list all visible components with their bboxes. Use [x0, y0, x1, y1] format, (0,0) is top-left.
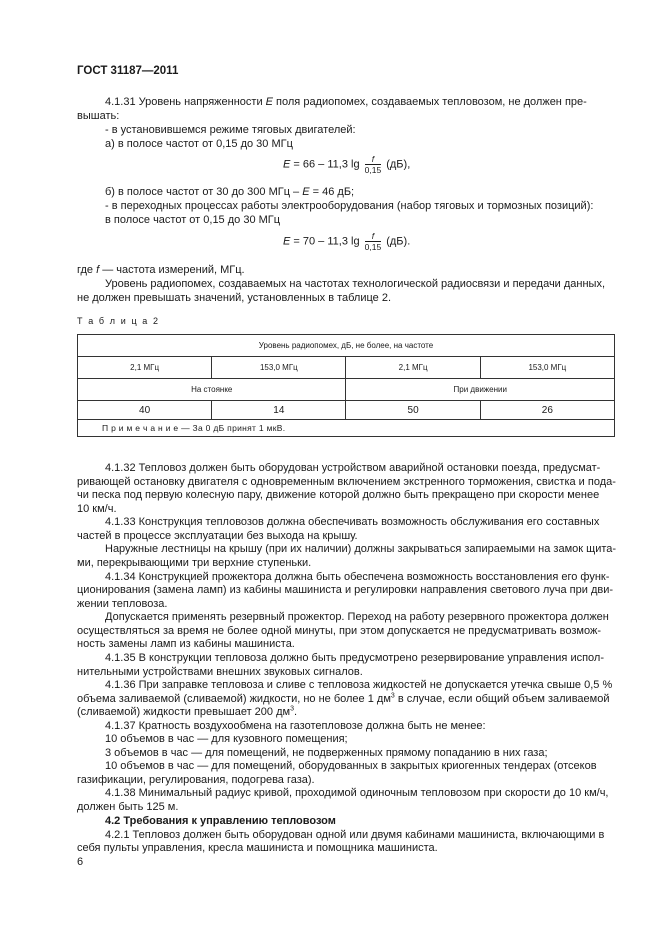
- table-cell-mode: На стоянке: [78, 379, 346, 401]
- paragraph-4-1-38-line2: должен быть 125 м.: [77, 801, 179, 813]
- paragraph-4-1-36-line1: 4.1.36 При заправке тепловоза и сливе с тепловоза жидкостей не допускается утечка свыше 0,5 %: [105, 679, 613, 691]
- fraction-numerator: f: [365, 154, 382, 165]
- formula-1-lhs: E: [283, 158, 291, 171]
- paragraph-4-1-32-line1: 4.1.32 Тепловоз должен быть оборудован устройством аварийной остановки поезда, предусмат-: [105, 462, 601, 474]
- table-values-row: [78, 401, 615, 420]
- table-note-row: [78, 420, 615, 437]
- text: в случае, если общий объем заливаемой: [394, 693, 610, 705]
- variable-e: E: [302, 186, 310, 198]
- formula-2-rhs: = 70 – 11,3 lg: [290, 235, 360, 248]
- section-heading-4-2: 4.2 Требования к управлению тепловозом: [105, 815, 336, 827]
- paragraph-4-1-37-line3: 3 объемов в час — для помещений, не подверженных прямому попаданию в них газа;: [105, 747, 548, 759]
- formula-2-tail: (дБ).: [383, 235, 411, 248]
- page-number: 6: [77, 856, 84, 868]
- fraction-denominator: 0,15: [364, 165, 382, 175]
- paragraph-4-1-32-line4: 10 км/ч.: [77, 503, 117, 515]
- paragraph-4-1-38-line1: 4.1.38 Минимальный радиус кривой, проходимой одиночным тепловозом при скорости до 10 км/ч,: [105, 787, 609, 799]
- paragraph-radio-line1: Уровень радиопомех, создаваемых на частотах технологической радиосвязи и передачи данных,: [105, 278, 606, 290]
- text: б) в полосе частот от 30 до 300 МГц –: [105, 186, 303, 198]
- table-frequency-row: [78, 357, 615, 379]
- table-mode-row: [78, 379, 615, 401]
- paragraph-4-1-33-line2: частей в процессе эксплуатации без выхода на крышу.: [77, 530, 358, 542]
- paragraph-ladders-line1: Наружные лестницы на крышу (при их наличии) должны закрываться запираемыми на замок щита-: [105, 543, 617, 555]
- formula-1-tail: (дБ),: [383, 158, 411, 171]
- paragraph-4-2-1-line2: себя пульты управления, кресла машиниста и помощника машиниста.: [77, 842, 438, 854]
- superscript: 3: [390, 692, 395, 700]
- table-2: [77, 334, 615, 437]
- paragraph-4-1-37-line5: газификации, регулирования, подогрева газа).: [77, 774, 315, 786]
- paragraph-radio-line2: не должен превышать значений, установленных в таблице 2.: [77, 292, 392, 304]
- paragraph-4-1-31-line6: - в переходных процессах работы электрооборудования (набор тяговых и тормозных позиций):: [105, 200, 594, 212]
- paragraph-4-1-35-line2: нительными устройствами внешних звуковых сигналов.: [77, 666, 363, 678]
- formula-2-fraction: [365, 231, 382, 252]
- table-cell-value: 40: [78, 401, 212, 420]
- table-cell-value: 26: [480, 401, 614, 420]
- text: — частота измерений, МГц.: [99, 264, 245, 276]
- table-cell-freq: 153,0 МГц: [212, 357, 346, 379]
- text: (сливаемой) жидкости превышает 200 дм: [77, 706, 291, 718]
- paragraph-reserve-line1: Допускается применять резервный прожектор. Переход на работу резервного прожектора должен: [105, 611, 609, 623]
- table-caption: Т а б л и ц а 2: [77, 316, 160, 326]
- text: объема заливаемой (сливаемой) жидкости, но не более 1 дм: [77, 693, 391, 705]
- table-cell-value: 50: [346, 401, 480, 420]
- table-cell-freq: 2,1 МГц: [78, 357, 212, 379]
- fraction-denominator: 0,15: [364, 242, 382, 252]
- table-cell-value: 14: [212, 401, 346, 420]
- text: = 46 дБ;: [309, 186, 355, 198]
- paragraph-4-1-31-line7: в полосе частот от 0,15 до 30 МГц: [105, 214, 281, 226]
- paragraph-4-1-31-line2: вышать:: [77, 110, 120, 122]
- paragraph-4-1-37-line4: 10 объемов в час — для помещений, оборудованных в закрытых криогенных тендерах (отсеков: [105, 760, 597, 772]
- formula-1-rhs: = 66 – 11,3 lg: [290, 158, 360, 171]
- formula-1-fraction: [365, 154, 382, 175]
- table-cell-mode: При движении: [346, 379, 615, 401]
- text: где: [77, 264, 97, 276]
- table-header-row: [78, 335, 615, 357]
- paragraph-4-1-34-line1: 4.1.34 Конструкцией прожектора должна быть обеспечена возможность восстановления его функ-: [105, 571, 610, 583]
- table-cell-freq: 2,1 МГц: [346, 357, 480, 379]
- variable-f: f: [96, 264, 100, 276]
- formula-2: [283, 231, 410, 252]
- paragraph-4-1-31-where: [77, 264, 245, 276]
- paragraph-4-1-32-line2: ривающей остановку двигателя с одновременным включением экстренного торможения, свистка и пода-: [77, 476, 616, 488]
- paragraph-4-1-31-line4: а) в полосе частот от 0,15 до 30 МГц: [105, 138, 293, 150]
- paragraph-4-1-34-line3: жении тепловоза.: [77, 598, 168, 610]
- paragraph-4-1-37-line1: 4.1.37 Кратность воздухообмена на газотепловозе должна быть не менее:: [105, 720, 486, 732]
- variable-e: E: [265, 96, 273, 108]
- table-note: П р и м е ч а н и е — За 0 дБ принят 1 мкВ.: [78, 420, 615, 437]
- paragraph-reserve-line2: осуществляться за время не более одной минуты, при этом допускается не предусматривать возмож-: [77, 625, 601, 637]
- paragraph-4-1-32-line3: чи песка под первую колесную пару, движение которой должно быть прекращено при скорости менее: [77, 489, 600, 501]
- paragraph-4-1-35-line1: 4.1.35 В конструкции тепловоза должно быть предусмотрено резервирование управления испол-: [105, 652, 605, 664]
- document-header: ГОСТ 31187—2011: [77, 65, 179, 77]
- paragraph-4-1-31-line3: - в установившемся режиме тяговых двигателей:: [105, 124, 356, 136]
- paragraph-4-1-33-line1: 4.1.33 Конструкция тепловозов должна обеспечивать возможность обслуживания его составных: [105, 516, 600, 528]
- formula-2-lhs: E: [283, 235, 291, 248]
- text: поля радиопомех, создаваемых тепловозом, не должен пре-: [273, 96, 587, 108]
- paragraph-4-1-31-line1: [105, 96, 587, 108]
- paragraph-4-1-36-line3: [77, 706, 297, 718]
- superscript: 3: [290, 705, 294, 713]
- paragraph-reserve-line3: ность замены ламп из кабины машиниста.: [77, 638, 295, 650]
- paragraph-4-1-34-line2: ционирования (замена ламп) из кабины машиниста и регулировки направления светового луча при дви-: [77, 584, 614, 596]
- formula-1: [283, 154, 410, 175]
- fraction-numerator: f: [365, 231, 382, 242]
- paragraph-4-1-37-line2: 10 объемов в час — для кузовного помещения;: [105, 733, 348, 745]
- paragraph-4-2-1-line1: 4.2.1 Тепловоз должен быть оборудован одной или двумя кабинами машиниста, включающими в: [105, 829, 605, 841]
- table-cell-freq: 153,0 МГц: [480, 357, 614, 379]
- paragraph-4-1-36-line2: [77, 693, 609, 705]
- table-header-cell: Уровень радиопомех, дБ, не более, на частоте: [78, 335, 615, 357]
- paragraph-4-1-31-line5: [105, 186, 354, 198]
- paragraph-ladders-line2: ми, перекрывающими три верхние ступеньки.: [77, 557, 312, 569]
- text: .: [293, 706, 298, 718]
- text: 4.1.31 Уровень напряженности: [105, 96, 266, 108]
